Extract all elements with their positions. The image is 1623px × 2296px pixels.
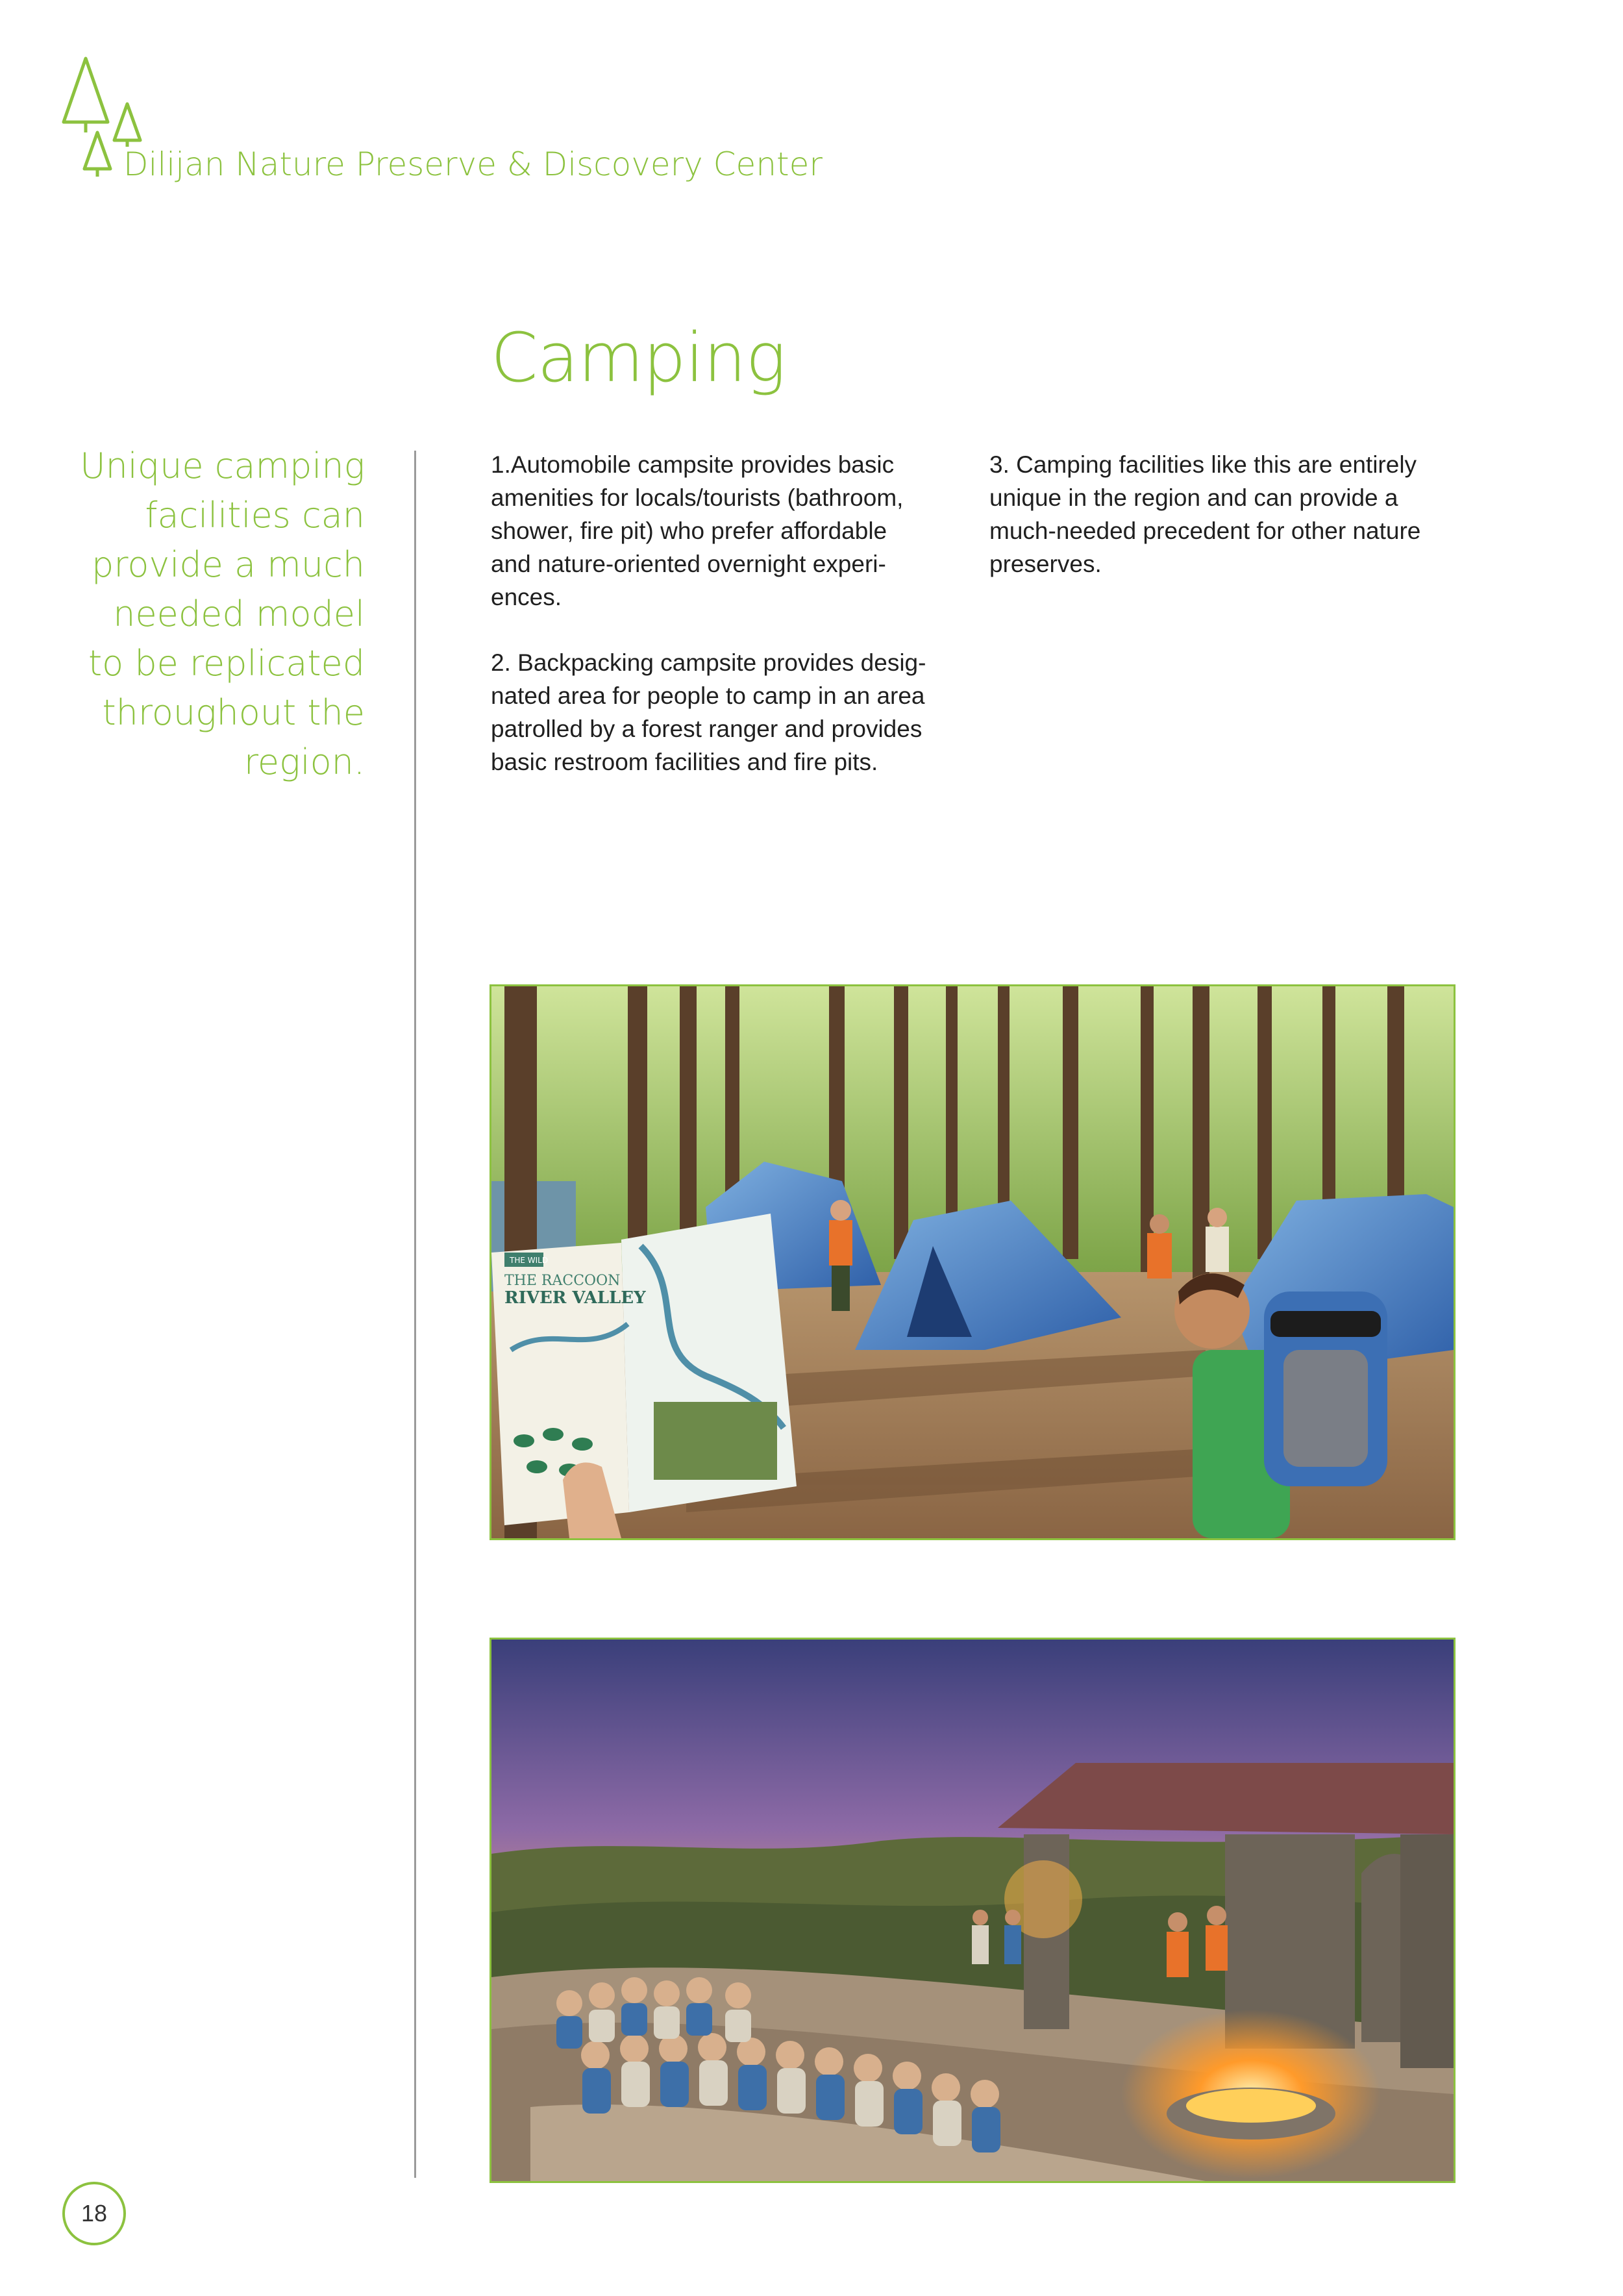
brand-title: Dilijan Nature Preserve & Discovery Center — [123, 145, 823, 183]
campfire-amphitheater-photo — [489, 1638, 1456, 2183]
amphitheater-illustration — [491, 1640, 1454, 2181]
campsite-illustration — [491, 986, 1454, 1538]
pull-quote: Unique camping facilities can provide a much needed model to be replicated throughout the region. — [80, 445, 365, 782]
column-divider — [414, 451, 416, 2178]
paragraph-unique-facilities: 3. Camping facilities like this are entirely unique in the region and can provide a much-needed precedent for other nature preserves. — [989, 451, 1421, 577]
page-number-badge — [62, 2182, 126, 2245]
brochure-title-line2: RIVER VALLEY — [504, 1288, 646, 1308]
paragraph-backpacking-campsite: 2. Backpacking campsite provides desig- nated area for people to camp in an area patrolled by a forest ranger and provides basic restroom facilities and fire pits. — [491, 649, 926, 775]
brochure-tag: THE WILD — [510, 1256, 549, 1265]
paragraph-automobile-campsite: 1.Automobile campsite provides basic amenities for locals/tourists (bathroom, shower, fire pit) who prefer affordable and nature-oriented overnight experi- ences. — [491, 451, 904, 610]
brochure-title-line1: THE RACCOON — [504, 1273, 621, 1289]
body-column-left — [491, 448, 949, 811]
page-number: 18 — [81, 2200, 108, 2227]
body-column-right — [989, 448, 1470, 613]
campsite-photo — [489, 984, 1456, 1540]
page-title: Camping — [491, 318, 786, 397]
